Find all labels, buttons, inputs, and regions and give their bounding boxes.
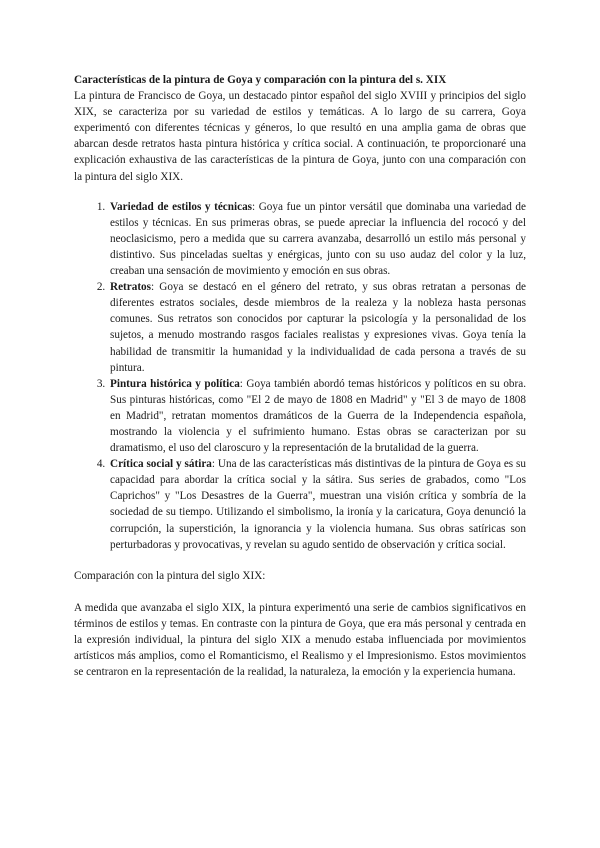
document-title: Características de la pintura de Goya y comparación con la pintura del s. XIX xyxy=(74,74,447,86)
list-item xyxy=(108,199,526,279)
list-item xyxy=(108,376,526,456)
list-item-heading: Crítica social y sátira xyxy=(110,458,212,471)
list-item-heading: Variedad de estilos y técnicas xyxy=(110,200,253,213)
list-item xyxy=(108,456,526,553)
list-item xyxy=(108,279,526,376)
comparison-title: Comparación con la pintura del siglo XIX: xyxy=(74,569,266,582)
intro-paragraph: La pintura de Francisco de Goya, un destacado pintor español del siglo XVIII y principios del siglo XIX, se caracteriza por su variedad de estilos y temáticas. A lo largo de su carrera, Goya experimentó con diferentes técnicas y géneros, lo que resultó en una amplia gama de obras que abarcan desde retratos hasta pintura histórica y crítica social. A continuación, te proporcionaré una explicación exhaustiva de las características de la pintura de Goya, junto con una comparación con la pintura del siglo XIX. xyxy=(74,90,526,183)
list-item-text: : Goya se destacó en el género del retrato, y sus obras retratan a personas de diferentes estratos sociales, desde miembros de la realeza y la nobleza hasta personas comunes. Sus retratos son conocidos por capturar la psicología y la personalidad de los sujetos, a menudo mostrando rasgos faciales realistas y expresiones vivas. Goya tenía la habilidad de transmitir la humanidad y la individualidad de cada persona a través de su pintura. xyxy=(110,281,526,374)
list-item-text: : Goya fue un pintor versátil que dominaba una variedad de estilos y técnicas. En sus primeras obras, se puede apreciar la influencia del rococó y del neoclasicismo, pero a medida que su carrera avanzaba, desarrolló un estilo más personal y distintivo. Sus pinceladas sueltas y enérgicas, junto con su uso audaz del color y la luz, creaban una sensación de movimiento y emoción en sus obras. xyxy=(110,200,526,278)
list-item-text: : Goya también abordó temas históricos y políticos en su obra. Sus pinturas históricas, como "El 2 de mayo de 1808 en Madrid" y "El 3 de mayo de 1808 en Madrid", retratan momentos dramáticos de la Guerra de la Independencia española, mostrando la violencia y el sufrimiento humano. Estas obras se caracterizan por su dramatismo, el uso del claroscuro y la representación de la brutalidad de la guerra. xyxy=(110,377,527,455)
comparison-paragraph: A medida que avanzaba el siglo XIX, la pintura experimentó una serie de cambios significativos en términos de estilos y temas. En contraste con la pintura de Goya, que era más personal y centrada en la expresión individual, la pintura del siglo XIX a menudo estaba influenciada por movimientos artísticos más amplios, como el Romanticismo, el Realismo y el Impresionismo. Estos movimientos se centraron en la representación de la realidad, la naturaleza, la emoción y la experiencia humana. xyxy=(74,601,526,679)
list-item-heading: Retratos xyxy=(110,281,152,294)
list-item-heading: Pintura histórica y política xyxy=(110,377,240,390)
characteristics-list xyxy=(74,199,526,553)
document-page xyxy=(74,72,526,680)
list-item-text: : Una de las características más distintivas de la pintura de Goya es su capacidad para abordar la crítica social y la sátira. Sus series de grabados, como "Los Caprichos" y "Los Desastres de la Guerra", muestran una visión crítica y sombría de la sociedad de su tiempo. Utilizando el simbolismo, la ironía y la caricatura, Goya denunció la corrupción, la superstición, la ignorancia y la violencia humana. Sus obras satíricas son perturbadoras y provocativas, y revelan su agudo sentido de observación y crítica social. xyxy=(110,458,526,551)
